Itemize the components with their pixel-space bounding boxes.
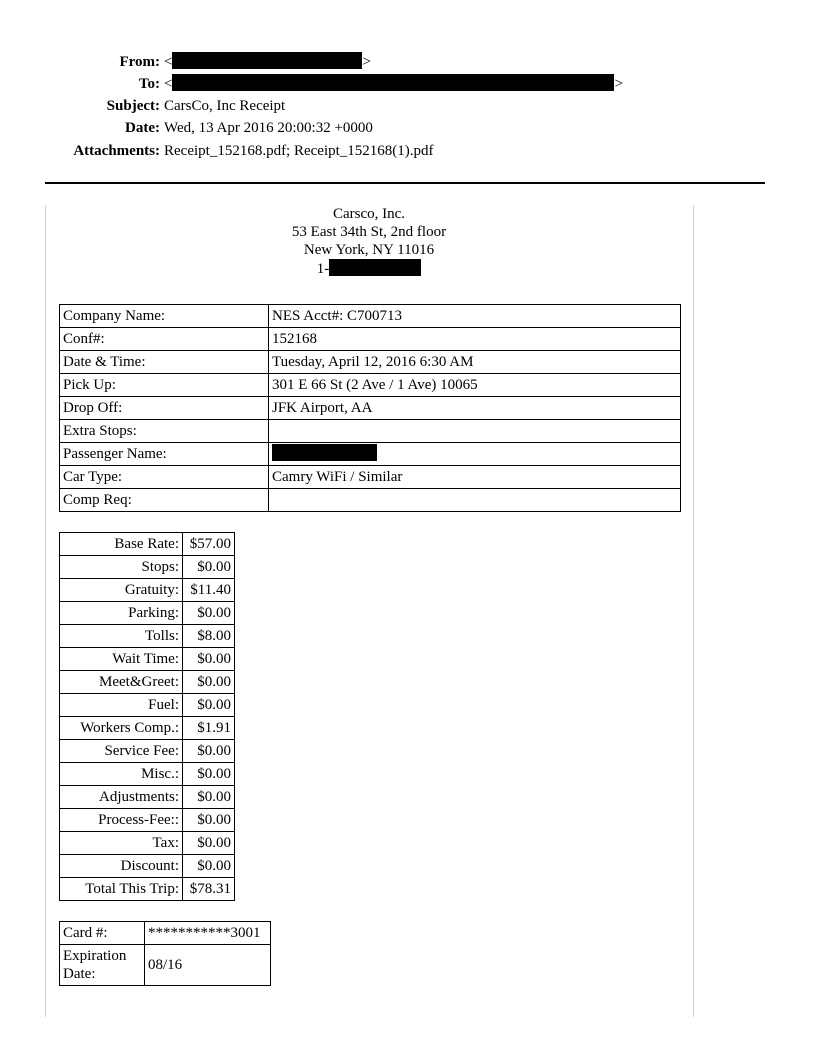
info-value: [269, 489, 681, 512]
card-table: [59, 921, 271, 986]
expiration-label: Expiration Date:: [60, 945, 145, 986]
info-value: 301 E 66 St (2 Ave / 1 Ave) 10065: [269, 374, 681, 397]
table-row: [60, 533, 235, 556]
attachments-label: Attachments:: [73, 143, 160, 159]
info-label: Car Type:: [60, 466, 269, 489]
charge-value: $0.00: [183, 855, 235, 878]
charge-value: $0.00: [183, 786, 235, 809]
table-row: [60, 443, 681, 466]
table-row: [60, 922, 271, 945]
charge-label: Stops:: [60, 556, 183, 579]
charge-value: $11.40: [183, 579, 235, 602]
table-row: [60, 328, 681, 351]
from-label: From:: [119, 54, 160, 70]
charge-label: Adjustments:: [60, 786, 183, 809]
table-row: [60, 579, 235, 602]
charge-value: $0.00: [183, 694, 235, 717]
table-row: [60, 786, 235, 809]
from-open-bracket: <: [164, 54, 173, 70]
charge-value: $8.00: [183, 625, 235, 648]
info-label: Company Name:: [60, 305, 269, 328]
charge-label: Base Rate:: [60, 533, 183, 556]
info-value: NES Acct#: C700713: [269, 305, 681, 328]
table-row: [60, 945, 271, 986]
charge-label: Parking:: [60, 602, 183, 625]
info-value: [269, 420, 681, 443]
subject-value: CarsCo, Inc Receipt: [164, 98, 286, 114]
total-row: [60, 878, 235, 901]
from-value: [164, 51, 371, 73]
info-value: Camry WiFi / Similar: [269, 466, 681, 489]
charges-table: [59, 532, 235, 901]
phone-prefix: 1-: [316, 261, 330, 277]
redacted-phone: [329, 259, 421, 276]
info-value: JFK Airport, AA: [269, 397, 681, 420]
passenger-name-value: [269, 443, 681, 466]
charge-label: Tax:: [60, 832, 183, 855]
redacted-from-address: [172, 52, 362, 69]
charge-value: $0.00: [183, 602, 235, 625]
charge-value: $0.00: [183, 832, 235, 855]
charge-value: $57.00: [183, 533, 235, 556]
charge-value: $1.91: [183, 717, 235, 740]
charge-label: Tolls:: [60, 625, 183, 648]
table-row: [60, 602, 235, 625]
charge-label: Wait Time:: [60, 648, 183, 671]
card-number-label: Card #:: [60, 922, 145, 945]
table-row: [60, 397, 681, 420]
to-close-bracket: >: [614, 76, 623, 92]
to-value: [164, 73, 623, 95]
charge-label: Misc.:: [60, 763, 183, 786]
charge-value: $0.00: [183, 809, 235, 832]
info-label: Pick Up:: [60, 374, 269, 397]
table-row: [60, 420, 681, 443]
expiration-value: 08/16: [145, 945, 271, 986]
company-city: New York, NY 11016: [303, 242, 435, 258]
header-divider: [45, 182, 765, 184]
card-number-value: ***********3001: [145, 922, 271, 945]
charge-label: Service Fee:: [60, 740, 183, 763]
charge-label: Meet&Greet:: [60, 671, 183, 694]
table-row: [60, 556, 235, 579]
date-label: Date:: [125, 120, 160, 136]
redacted-passenger-name: [272, 444, 377, 461]
charge-label: Process-Fee::: [60, 809, 183, 832]
subject-label: Subject:: [106, 98, 160, 114]
charge-value: $0.00: [183, 763, 235, 786]
info-label: Drop Off:: [60, 397, 269, 420]
attachments-value[interactable]: Receipt_152168.pdf; Receipt_152168(1).pdf: [164, 143, 434, 159]
company-address-block: [45, 205, 693, 278]
charge-value: $0.00: [183, 648, 235, 671]
info-label: Date & Time:: [60, 351, 269, 374]
company-phone: [45, 259, 693, 278]
total-value: $78.31: [183, 878, 235, 901]
table-row: [60, 625, 235, 648]
trip-info-table: [59, 304, 681, 512]
redacted-to-address: [172, 74, 614, 91]
receipt-frame-right-border: [693, 205, 694, 1017]
charge-value: $0.00: [183, 556, 235, 579]
from-close-bracket: >: [362, 54, 371, 70]
total-label: Total This Trip:: [60, 878, 183, 901]
table-row: [60, 740, 235, 763]
charge-value: $0.00: [183, 671, 235, 694]
table-row: [60, 671, 235, 694]
table-row: [60, 489, 681, 512]
company-name: Carsco, Inc.: [332, 206, 406, 222]
table-row: [60, 832, 235, 855]
charge-value: $0.00: [183, 740, 235, 763]
date-value: Wed, 13 Apr 2016 20:00:32 +0000: [164, 120, 373, 136]
table-row: [60, 351, 681, 374]
info-label: Comp Req:: [60, 489, 269, 512]
charge-label: Gratuity:: [60, 579, 183, 602]
charge-label: Discount:: [60, 855, 183, 878]
info-label: Extra Stops:: [60, 420, 269, 443]
info-label: Conf#:: [60, 328, 269, 351]
table-row: [60, 809, 235, 832]
info-label: Passenger Name:: [60, 443, 269, 466]
table-row: [60, 855, 235, 878]
receipt-frame-left-border: [45, 205, 46, 1017]
table-row: [60, 648, 235, 671]
table-row: [60, 694, 235, 717]
company-street: 53 East 34th St, 2nd floor: [291, 224, 447, 240]
charge-label: Fuel:: [60, 694, 183, 717]
table-row: [60, 305, 681, 328]
to-label: To:: [138, 76, 160, 92]
table-row: [60, 466, 681, 489]
info-value: 152168: [269, 328, 681, 351]
charge-label: Workers Comp.:: [60, 717, 183, 740]
info-value: Tuesday, April 12, 2016 6:30 AM: [269, 351, 681, 374]
table-row: [60, 374, 681, 397]
table-row: [60, 763, 235, 786]
table-row: [60, 717, 235, 740]
to-open-bracket: <: [164, 76, 173, 92]
